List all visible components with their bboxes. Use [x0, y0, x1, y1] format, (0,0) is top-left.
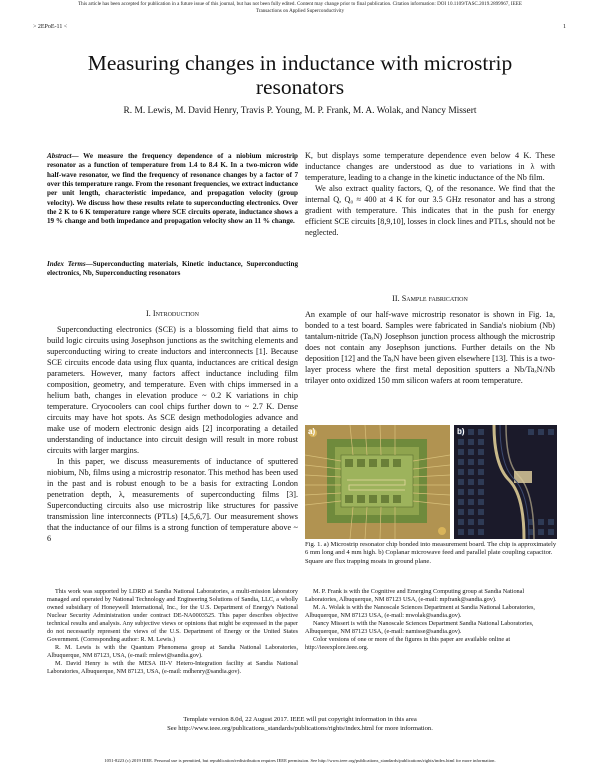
section-2-numeral: II.	[392, 294, 400, 303]
section-1-heading	[47, 308, 298, 319]
page-number: 1	[563, 24, 566, 30]
index-terms-text: —Superconducting materials, Kinetic inductance, Superconducting electronics, Nb, Superconducting resonators	[47, 260, 299, 278]
intro-paragraph-1: Superconducting electronics (SCE) is a blossoming field that aims to build logic circuits using Josephson junctions as the switching elements and superconducting wiring to create inductors and interconnects [1]. Because SCE circuits encode data using flux quanta, inductances are critical design parameters. However, many factors affect inductance including film composition, geometry, and temperature. Even with chips immersed in a helium bath, changes in elevation produce ~ 0.2 K variations in chip temperature. Cryocoolers can cool chips further down to ~ 2.7 K. Dense circuits may have hot spots. As SCE design methodologies advance and make use of modern electronic design aids [2] incorporating a detailed understanding of inductance into circuit design will result in more robust circuits with larger margins.	[47, 325, 298, 455]
figure-1-caption: Fig. 1. a) Microstrip resonator chip bonded into measurement board. The chip is approximately 6 mm long and 4 mm high. b) Coplanar microwave feed and parallel plate coupling capacitor. Square are flux trapping moats in ground plane.	[305, 541, 557, 565]
banner-line-1: This article has been accepted for publication in a future issue of this journal, but has not been fully edited. Content may change prior to final publication. Citation information: DOI 10.1109/TASC.2019.2899967, IEEE	[78, 1, 522, 7]
running-head: > 2EPoE-11 <	[33, 24, 68, 30]
template-line-1: Template version 8.0d, 22 August 2017. IEEE will put copyright information in this area	[183, 716, 417, 723]
section-2-heading	[305, 293, 555, 304]
index-terms-label: Index Terms	[47, 260, 86, 268]
fabrication-paragraph: An example of our half-wave microstrip resonator is shown in Fig. 1a, bonded to a test board. Samples were fabricated in Sandia's niobium (Nb) tantalum-nitride (TaₓN) Josephson junction process although the microstrip does not contain any Josephson junctions. Further details on the Nb deposition [12] and the TaₓN have been given elsewhere [13]. This is a two-layer process where the first metal deposition sputters a Nb/TaₓN/Nb trilayer onto oxidized 150 mm silicon wafers at room temperature.	[305, 310, 555, 385]
footnote-author-wolak: M. A. Wolak is with the Nanoscale Sciences Department at Sandia National Laboratories, Albuquerque, NM 87123 USA, (e-mail: mwolak@sandia.gov).	[305, 604, 535, 620]
left-column-body	[47, 308, 298, 544]
footnote-funding: This work was supported by LDRD at Sandia National Laboratories, a multi-mission laboratory managed and operated by National Technology and Engineering Solutions of Sandia, LLC, a wholly owned subsidiary of Honeywell International, Inc., for the U.S. Department of Energy's National Nuclear Security Administration under contract DE-NA0003525. This paper describes objective technical results and analysis. Any subjective views or opinions that might be expressed in the paper do not necessarily represent the views of the U.S. Department of Energy or the United States Government. (Corresponding author: R. M. Lewis.)	[47, 588, 298, 644]
footnote-author-lewis: R. M. Lewis is with the Quantum Phenomena group at Sandia National Laboratories, Albuquerque, NM 87123, USA, (e-mail: rmlewi@sandia.gov).	[47, 644, 298, 660]
journal-banner	[6, 1, 594, 15]
figure-label-b: b)	[457, 427, 465, 436]
abstract-label: Abstract	[47, 152, 72, 160]
author-list: R. M. Lewis, M. David Henry, Travis P. Young, M. P. Frank, M. A. Wolak, and Nancy Missert	[123, 106, 477, 116]
figure-1	[305, 425, 557, 539]
section-2-title: Sample fabrication	[401, 294, 468, 303]
right-column-top	[305, 150, 555, 238]
figure-label-a: a)	[308, 427, 316, 436]
footnote-author-frank: M. P. Frank is with the Cognitive and Emerging Computing group at Sandia National Laboratories, Albuquerque, NM 87123 USA, (e-mail: mpfrank@sandia.gov).	[305, 588, 525, 604]
intro-paragraph-2: In this paper, we discuss measurements of inductance of sputtered niobium, Nb, films using a microstrip resonator. This method has been used in the past and is robust enough to be a basis for extracting London penetration depth, λ, measurements of superconducting films [3]. Superconducting circuits also use microstrip like structures for passive transmission line interconnects (PTLs) [4,5,6,7]. Our measurement shows that the inductance of our films is a strong function of temperature above ~ 6	[47, 457, 298, 543]
figure-1a-chip-photo	[305, 425, 450, 539]
paper-title	[30, 51, 570, 99]
footnote-author-henry: M. David Henry is with the MESA III-V Hetero-Integration facility at Sandia National Laboratories, Albuquerque, NM 87123, USA, (e-mail: mdhenry@sandia.gov).	[47, 660, 298, 676]
title-line-1: Measuring changes in inductance with microstrip	[87, 51, 513, 75]
figure-1b-coplanar-feed	[454, 425, 557, 539]
abstract	[47, 152, 298, 227]
abstract-text: — We measure the frequency dependence of a niobium microstrip resonator as a function of temperature from 1.4 to 8.4 K. In a two-micron wide half-wave resonator, we find the frequency of resonance changes by a factor of 7 over this temperature range. From the resonant frequencies, we extract inductance per unit length, characteristic impedance, and propagation velocity (group velocity). We discuss how these results relate to superconducting electronics. Over the 2 K to 6 K temperature range where SCE circuits operate, inductance shows a 19 % change and both impedance and propagation velocity show an 11 % change.	[47, 152, 298, 226]
right-column-section-2	[305, 293, 555, 386]
title-line-2: resonators	[255, 75, 345, 99]
section-1-title: Introduction	[152, 309, 199, 318]
copyright-footer: 1051-8223 (c) 2019 IEEE. Personal use is permitted, but republication/redistribution requires IEEE permission. See http://www.ieee.org/publications_standards/publications/rights/index.html for more information.	[104, 758, 496, 763]
intro-paragraph-continued: K, but displays some temperature dependence even below 4 K. These inductance changes are understood as due to variations in λ with temperature, leading to a change in the kinetic inductance of the Nb film.	[305, 151, 555, 182]
footnotes-left	[47, 588, 298, 677]
footnote-color-versions: Color versions of one or more of the figures in this paper are available online at http://ieeexplore.ieee.org.	[305, 636, 511, 652]
index-terms	[47, 260, 298, 279]
quality-factor-paragraph: We also extract quality factors, Q, of the resonance. We find that the internal Q, Q₀ ≈ 400 at 4 K for our 3.5 GHz resonator and has a strong gradient with temperature. This indicates that in the push for energy efficient SCE circuits [8,9,10], losses in clock lines and PTLs, should not be neglected.	[305, 184, 555, 237]
template-line-2: See http://www.ieee.org/publications_standards/publications/rights/index.html for more information.	[167, 724, 433, 732]
template-notice	[60, 716, 540, 733]
banner-line-2: Transactions on Applied Superconductivity	[255, 8, 345, 14]
footnote-author-missert: Nancy Missert is with the Nanoscale Sciences Department Sandia National Laboratories, Albuquerque, NM 87123 USA, (e-mail: namisse@sandia.gov).	[305, 620, 534, 636]
section-1-numeral: I.	[146, 309, 151, 318]
footnotes-right	[305, 588, 555, 652]
